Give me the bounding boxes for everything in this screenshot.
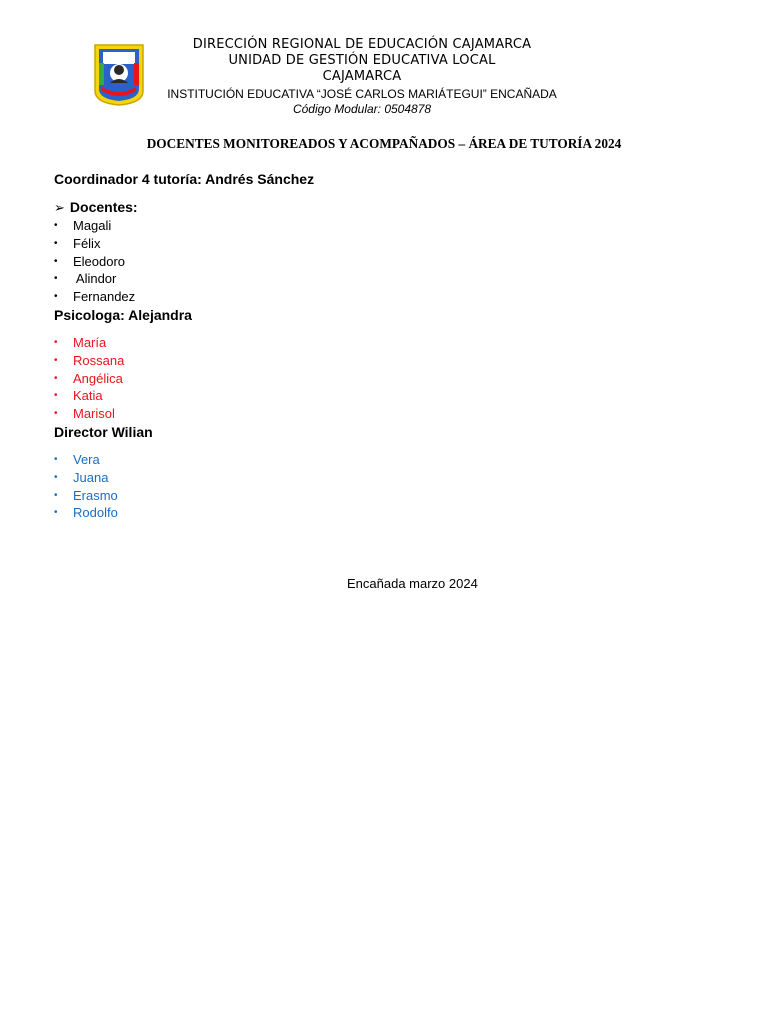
list-item: • Vera (54, 452, 100, 467)
bullet-icon: • (54, 354, 58, 366)
list-item: • Erasmo (54, 487, 118, 503)
list-item: • Angélica (54, 370, 123, 386)
list-item: • Alindor (54, 271, 117, 287)
coordinator-heading: Coordinador 4 tutoría: Andrés Sánchez (54, 171, 315, 187)
list-item: • Rodolfo (54, 505, 118, 521)
modular-code: Código Modular: 0504878 (292, 102, 432, 116)
list-item: • Katia (54, 388, 103, 404)
school-logo (92, 43, 146, 106)
psychologist-heading: Psicologa: Alejandra (54, 307, 192, 323)
list-item: • Magali (54, 218, 112, 233)
bullet-icon: • (54, 255, 58, 267)
bullet-icon: • (54, 220, 58, 231)
coordinator-teacher-list (54, 217, 135, 306)
header-line-2: UNIDAD DE GESTIÓN EDUCATIVA LOCAL (228, 53, 496, 68)
bullet-icon: • (54, 489, 58, 501)
list-item: • Félix (54, 235, 101, 251)
bullet-icon: • (54, 337, 58, 348)
bullet-icon: • (54, 273, 58, 285)
bullet-icon: • (54, 372, 58, 384)
header-block (150, 37, 574, 85)
list-item: • María (54, 335, 107, 350)
bullet-icon: • (54, 237, 58, 249)
bullet-icon: • (54, 408, 58, 420)
bullet-icon: • (54, 390, 58, 402)
place-date: Encañada marzo 2024 (347, 576, 478, 591)
teachers-heading (54, 199, 138, 216)
director-teacher-list (54, 451, 118, 522)
header-line-3: CAJAMARCA (322, 69, 402, 84)
institution-name: INSTITUCIÓN EDUCATIVA “JOSÉ CARLOS MARIÁTEGUI” ENCAÑADA (167, 87, 557, 101)
bullet-icon: • (54, 291, 58, 303)
list-item: • Marisol (54, 406, 115, 422)
bullet-icon: • (54, 454, 58, 465)
director-heading: Director Wilian (54, 424, 153, 440)
list-item: • Rossana (54, 352, 125, 368)
teachers-label: Docentes: (69, 199, 138, 215)
list-item: • Fernandez (54, 289, 136, 305)
list-item: • Eleodoro (54, 253, 126, 269)
document-title: DOCENTES MONITOREADOS Y ACOMPAÑADOS – ÁREA DE TUTORÍA 2024 (146, 136, 622, 151)
psychologist-teacher-list (54, 334, 124, 423)
header-line-1: DIRECCIÓN REGIONAL DE EDUCACIÓN CAJAMARCA (192, 37, 532, 52)
arrow-bullet-icon: ➢ (54, 200, 65, 215)
bullet-icon: • (54, 507, 58, 519)
list-item: • Juana (54, 469, 109, 485)
bullet-icon: • (54, 471, 58, 483)
